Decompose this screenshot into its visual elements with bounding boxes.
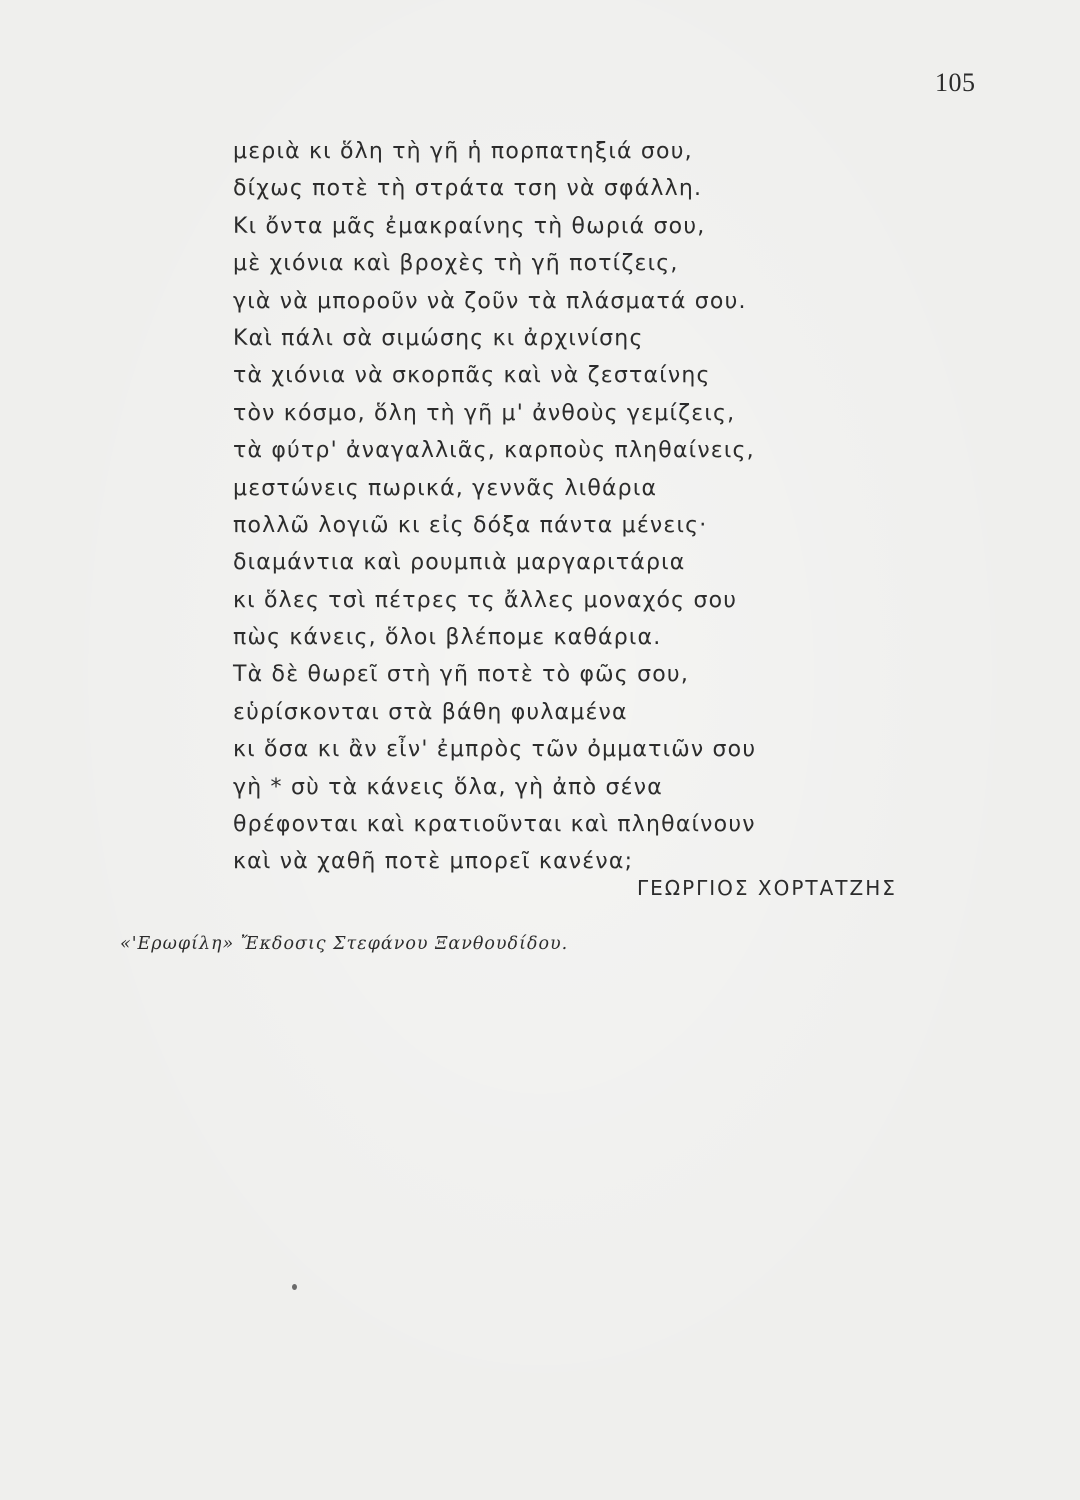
poem-line: γὴ * σὺ τὰ κάνεις ὅλα, γὴ ἀπὸ σένα [233, 774, 663, 800]
poem-line: τὸν κόσμο, ὅλη τὴ γῆ μ' ἀνθοὺς γεμίζεις, [233, 400, 736, 426]
poem-line: εὑρίσκονται στὰ βάθη φυλαμένα [233, 699, 628, 725]
poem-line: κι ὅλες τσὶ πέτρες τς ἄλλες μοναχός σου [233, 587, 738, 613]
poem-line: τὰ φύτρ' ἀναγαλλιᾶς, καρποὺς πληθαίνεις, [233, 438, 755, 464]
poem-text [233, 133, 756, 881]
poem-line: γιὰ νὰ μποροῦν νὰ ζοῦν τὰ πλάσματά σου. [233, 288, 747, 314]
poem-line: θρέφονται καὶ κρατιοῦνται καὶ πληθαίνουν [233, 812, 756, 838]
poem-line: καὶ νὰ χαθῆ ποτὲ μπορεῖ κανένα; [233, 849, 634, 875]
author-signature: ΓΕΩΡΓΙΟΣ ΧΟΡΤΑΤΖΗΣ [637, 876, 897, 900]
poem-line: τὰ χιόνια νὰ σκορπᾶς καὶ νὰ ζεσταίνης [233, 363, 711, 389]
poem-line: διαμάντια καὶ ρουμπιὰ μαργαριτάρια [233, 550, 686, 576]
poem-line: κι ὅσα κι ἂν εἶν' ἐμπρὸς τῶν ὀμματιῶν σου [233, 737, 757, 763]
poem-line: πὼς κάνεις, ὅλοι βλέπομε καθάρια. [233, 625, 662, 651]
poem-line: μεστώνεις πωρικά, γεννᾶς λιθάρια [233, 475, 658, 501]
source-footnote: «'Ερωφίλη» Ἔκδοσις Στεφάνου Ξανθουδίδου. [120, 934, 569, 954]
ink-speck [292, 1284, 297, 1290]
poem-line: Καὶ πάλι σὰ σιμώσης κι ἀρχινίσης [233, 325, 644, 351]
page-number: 105 [935, 68, 976, 97]
poem-line: Τὰ δὲ θωρεῖ στὴ γῆ ποτὲ τὸ φῶς σου, [233, 662, 690, 688]
poem-line: πολλῶ λογιῶ κι εἰς δόξα πάντα μένεις· [233, 512, 708, 538]
poem-line: μὲ χιόνια καὶ βροχὲς τὴ γῆ ποτίζεις, [233, 251, 679, 277]
poem-line: Κι ὄντα μᾶς ἐμακραίνης τὴ θωριά σου, [233, 213, 706, 239]
poem-line: μεριὰ κι ὅλη τὴ γῆ ἡ πορπατηξιά σου, [233, 139, 693, 164]
poem-line: δίχως ποτὲ τὴ στράτα τση νὰ σφάλλη. [233, 176, 703, 202]
